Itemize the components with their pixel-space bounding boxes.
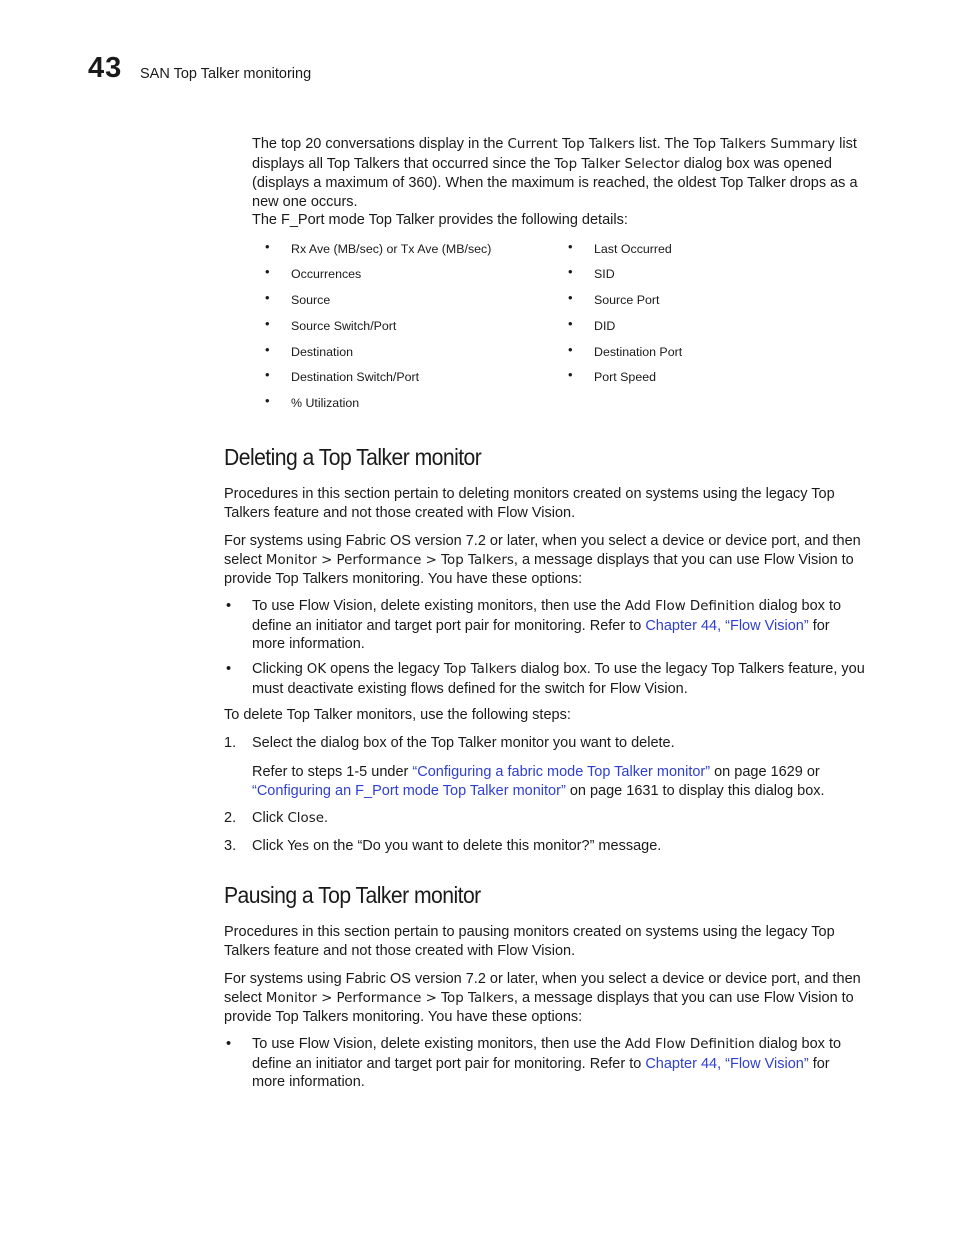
list-item: Port Speed [594, 370, 656, 384]
list-item: Destination Switch/Port [291, 370, 420, 384]
list-item: Occurrences [291, 267, 362, 281]
chapter-title: SAN Top Talker monitoring [140, 66, 312, 82]
step-1: Select the dialog box of the Top Talker monitor you want to delete. [252, 735, 675, 751]
list-item: Source [291, 293, 331, 307]
bullet: • [226, 1036, 232, 1052]
chapter-44-link[interactable]: Chapter 44, “Flow Vision” [645, 1055, 809, 1072]
list-item: Destination [291, 345, 353, 359]
details-intro: The F_Port mode Top Talker provides the following details: [252, 212, 628, 229]
list-item: Source Switch/Port [291, 319, 397, 333]
step-2: Click Close. [252, 810, 328, 826]
deleting-para-2: For systems using Fabric OS version 7.2 or later, when you select a device or device port, and then select Monitor > Performance > Top Talkers, a message displays that you can use Flow Vision to provide Top Talkers monitoring. You have these options: [224, 533, 861, 588]
list-item: Rx Ave (MB/sec) or Tx Ave (MB/sec) [291, 242, 492, 256]
bullet: • [226, 598, 232, 614]
menu-path: Monitor > Performance > Top Talkers [265, 990, 514, 1006]
section-heading: Pausing a Top Talker monitor [224, 882, 481, 908]
pausing-para-2: For systems using Fabric OS version 7.2 or later, when you select a device or device port, and then select Monitor > Performance > Top Talkers, a message displays that you can use Flow Vision to provide Top Talkers monitoring. You have these options: [224, 971, 861, 1026]
deleting-option-2: Clicking OK opens the legacy Top Talkers dialog box. To use the legacy Top Talkers feature, you must deactivate existing flows defined for the switch for Flow Vision. [252, 661, 865, 697]
section-pausing [224, 882, 503, 909]
section-heading: Deleting a Top Talker monitor [224, 444, 482, 470]
pausing-para-1: Procedures in this section pertain to pausing monitors created on systems using the legacy Top Talkers feature and not those created with Flow Vision. [224, 924, 835, 959]
list-item: Last Occurred [594, 242, 672, 256]
list-item: Destination Port [594, 345, 683, 359]
deleting-para-1: Procedures in this section pertain to deleting monitors created on systems using the legacy Top Talkers feature and not those created with Flow Vision. [224, 486, 835, 521]
list-item: SID [594, 267, 615, 281]
chapter-number: 43 [88, 52, 123, 84]
steps-intro: To delete Top Talker monitors, use the following steps: [224, 707, 571, 723]
bullet: • [226, 661, 232, 677]
step-1-reference: Refer to steps 1-5 under “Configuring a fabric mode Top Talker monitor” on page 1629 or “Configuring an F_Port mode Top Talker monitor” on page 1631 to display this dialog box. [252, 764, 825, 799]
chapter-44-link[interactable]: Chapter 44, “Flow Vision” [645, 617, 809, 634]
list-item: % Utilization [291, 396, 360, 410]
pausing-option-1: To use Flow Vision, delete existing monitors, then use the Add Flow Definition dialog box to define an initiator and target port pair for monitoring. Refer to Chapter 44, “Flow Vision” for more information. [252, 1036, 842, 1091]
fport-mode-link[interactable]: “Configuring an F_Port mode Top Talker monitor” [252, 782, 566, 799]
menu-path: Monitor > Performance > Top Talkers [265, 552, 514, 568]
step-3: Click Yes on the “Do you want to delete this monitor?” message. [252, 838, 662, 854]
deleting-option-1: To use Flow Vision, delete existing monitors, then use the Add Flow Definition dialog box to define an initiator and target port pair for monitoring. Refer to Chapter 44, “Flow Vision” for more information. [252, 598, 842, 653]
list-item: Source Port [594, 293, 660, 307]
step-number: 1. [224, 735, 237, 751]
list-item: DID [594, 319, 616, 333]
section-deleting [224, 444, 504, 471]
intro-paragraph: The top 20 conversations display in the Current Top Talkers list. The Top Talkers Summary list displays all Top Talkers that occurred since the Top Talker Selector dialog box was opened (displays a maximum of 360). When the maximum is reached, the oldest Top Talker drops as a new one occurs. The F_Port mode Top Talker provides the following details: [252, 135, 892, 230]
step-number: 2. [224, 810, 237, 826]
fabric-mode-link[interactable]: “Configuring a fabric mode Top Talker monitor” [412, 764, 711, 780]
step-number: 3. [224, 838, 237, 854]
